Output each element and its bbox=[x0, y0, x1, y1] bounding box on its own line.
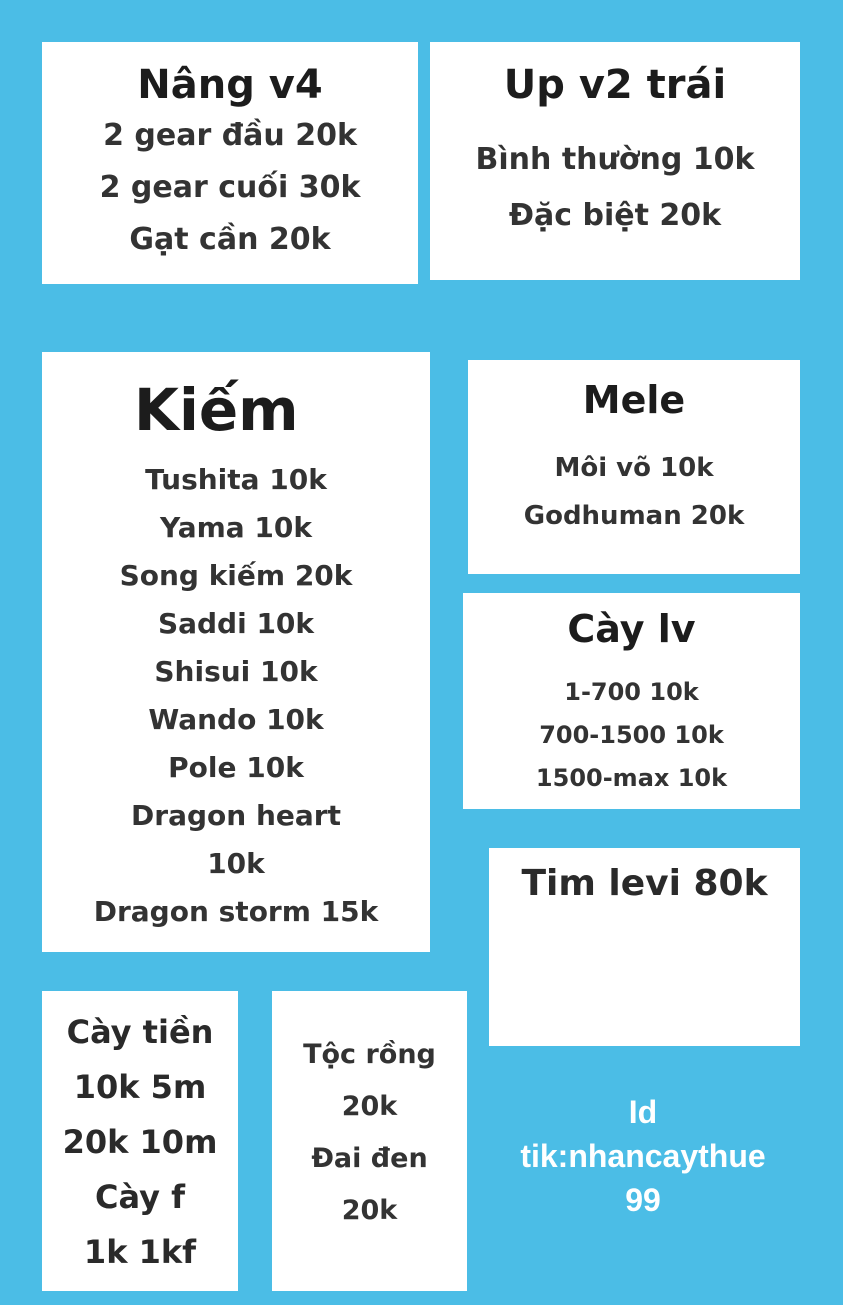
card-cay-lv bbox=[463, 593, 800, 809]
card-title: Cày lv bbox=[567, 607, 696, 651]
price-item: 1500-max 10k bbox=[535, 764, 728, 792]
price-item: Môi võ 10k bbox=[554, 453, 714, 483]
price-item: Shisui 10k bbox=[154, 655, 318, 688]
price-item: Yama 10k bbox=[159, 511, 312, 544]
contact-line: Id bbox=[628, 1094, 658, 1130]
card-kiem bbox=[42, 352, 430, 952]
price-item: 10k 5m bbox=[73, 1068, 207, 1106]
price-item: Dragon heart bbox=[131, 799, 341, 832]
price-item: Dragon storm 15k bbox=[93, 895, 379, 928]
card-nang-v4 bbox=[42, 42, 418, 284]
price-item: 1-700 10k bbox=[564, 678, 699, 706]
price-item: 700-1500 10k bbox=[539, 721, 724, 749]
contact-info bbox=[478, 1090, 808, 1222]
price-item: Godhuman 20k bbox=[523, 501, 745, 531]
price-item: Đặc biệt 20k bbox=[508, 198, 722, 233]
card-cay-tien bbox=[42, 991, 238, 1291]
contact-line: 99 bbox=[625, 1182, 661, 1218]
card-title: Mele bbox=[582, 378, 686, 422]
contact-line: tik:nhancaythue bbox=[520, 1138, 766, 1174]
price-item: Tushita 10k bbox=[145, 463, 327, 496]
price-item: 20k 10m bbox=[62, 1123, 218, 1161]
card-title: Up v2 trái bbox=[503, 62, 727, 108]
price-item: Song kiếm 20k bbox=[119, 559, 353, 592]
card-toc-rong bbox=[272, 991, 467, 1291]
card-up-v2 bbox=[430, 42, 800, 280]
card-title: Tim levi 80k bbox=[521, 863, 768, 904]
price-item: 2 gear đầu 20k bbox=[103, 118, 357, 153]
price-item: Cày tiền bbox=[66, 1013, 214, 1051]
card-tim-levi bbox=[489, 848, 800, 1046]
price-item: Pole 10k bbox=[168, 751, 304, 784]
card-mele bbox=[468, 360, 800, 574]
price-item: Cày f bbox=[94, 1178, 185, 1216]
price-item: Đai đen bbox=[311, 1143, 428, 1174]
price-item: 20k bbox=[341, 1195, 398, 1226]
price-item: 10k bbox=[207, 847, 265, 880]
price-item: Gạt cần 20k bbox=[129, 222, 331, 257]
price-item: Wando 10k bbox=[148, 703, 324, 736]
card-title: Kiếm bbox=[134, 376, 299, 444]
price-item: 20k bbox=[341, 1091, 398, 1122]
price-item: 1k 1kf bbox=[83, 1233, 197, 1271]
price-item: 2 gear cuối 30k bbox=[99, 170, 361, 205]
price-item: Saddi 10k bbox=[157, 607, 315, 640]
price-item: Bình thường 10k bbox=[475, 142, 755, 177]
card-title: Nâng v4 bbox=[137, 62, 323, 108]
price-item: Tộc rồng bbox=[303, 1039, 436, 1070]
